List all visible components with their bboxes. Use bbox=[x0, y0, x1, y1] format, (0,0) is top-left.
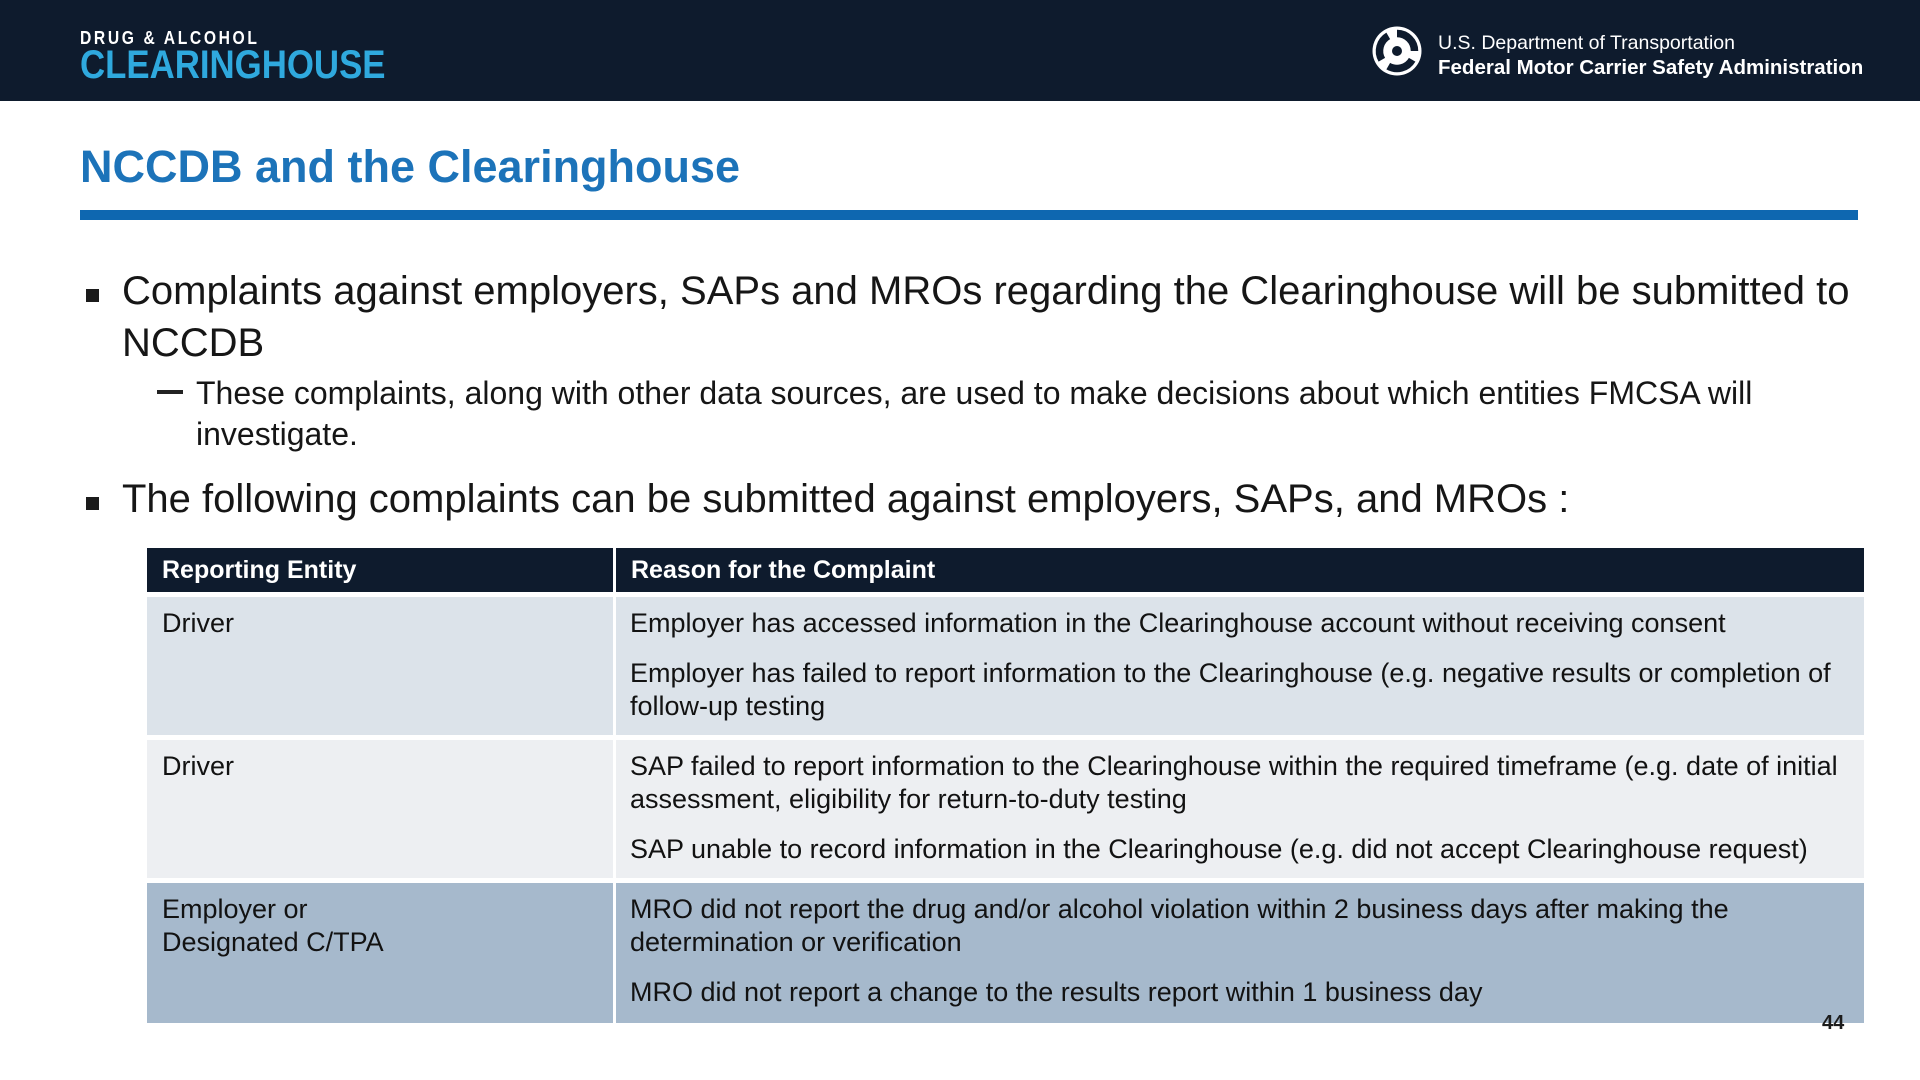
brand-kicker: DRUG & ALCOHOL bbox=[80, 28, 260, 48]
table-header-reason: Reason for the Complaint bbox=[616, 548, 1864, 592]
complaints-table bbox=[147, 548, 1864, 1023]
entity-line: Driver bbox=[162, 608, 234, 638]
reason-paragraph: SAP unable to record information in the Clearinghouse (e.g. did not accept Clearinghouse request) bbox=[630, 834, 1808, 864]
bullet-text: The following complaints can be submitted against employers, SAPs, and MROs : bbox=[122, 477, 1570, 521]
top-banner bbox=[0, 0, 1920, 101]
bullet-item bbox=[80, 473, 1880, 525]
agency-text bbox=[1438, 31, 1863, 81]
entity-line: Driver bbox=[162, 751, 234, 781]
table-header-reporting-entity: Reporting Entity bbox=[147, 548, 613, 592]
table-cell-entity bbox=[147, 883, 613, 1023]
bullet-list bbox=[80, 265, 1880, 525]
agency-dept: U.S. Department of Transportation bbox=[1438, 32, 1735, 54]
table-cell-entity bbox=[147, 740, 613, 878]
page-number: 44 bbox=[1822, 1012, 1845, 1034]
clearinghouse-logo bbox=[80, 28, 386, 87]
sub-bullet-text: These complaints, along with other data sources, are used to make decisions about which entities FMCSA will investigate. bbox=[196, 375, 1753, 452]
title-underline-rule bbox=[80, 210, 1858, 220]
table-cell-reason bbox=[616, 883, 1864, 1023]
entity-line: Employer or bbox=[162, 894, 308, 924]
reason-paragraph: SAP failed to report information to the Clearinghouse within the required timeframe (e.g. date of initial assessment, eligibility for return-to-duty testing bbox=[630, 751, 1838, 814]
reason-paragraph: MRO did not report the drug and/or alcohol violation within 2 business days after making the determination or verification bbox=[630, 894, 1729, 957]
bullet-item bbox=[80, 265, 1880, 369]
page-title: NCCDB and the Clearinghouse bbox=[80, 141, 741, 192]
agency-admin: Federal Motor Carrier Safety Administration bbox=[1438, 56, 1864, 79]
dash-icon bbox=[157, 390, 183, 394]
bullet-text: Complaints against employers, SAPs and MROs regarding the Clearinghouse will be submitted to NCCDB bbox=[122, 269, 1850, 365]
table-cell-reason bbox=[616, 597, 1864, 735]
bullet-square-icon bbox=[86, 497, 99, 510]
sub-bullet-item bbox=[157, 373, 1880, 455]
usdot-branding bbox=[1372, 26, 1863, 81]
reason-paragraph: Employer has failed to report information to the Clearinghouse (e.g. negative results or completion of follow-up testing bbox=[630, 658, 1831, 721]
reason-paragraph: MRO did not report a change to the results report within 1 business day bbox=[630, 977, 1483, 1007]
reason-paragraph: Employer has accessed information in the Clearinghouse account without receiving consent bbox=[630, 608, 1726, 638]
table-cell-entity bbox=[147, 597, 613, 735]
brand-wordmark: CLEARINGHOUSE bbox=[80, 43, 386, 87]
entity-line: Designated C/TPA bbox=[162, 927, 384, 957]
bullet-square-icon bbox=[86, 289, 99, 302]
dot-triskelion-icon bbox=[1372, 26, 1422, 81]
table-cell-reason bbox=[616, 740, 1864, 878]
